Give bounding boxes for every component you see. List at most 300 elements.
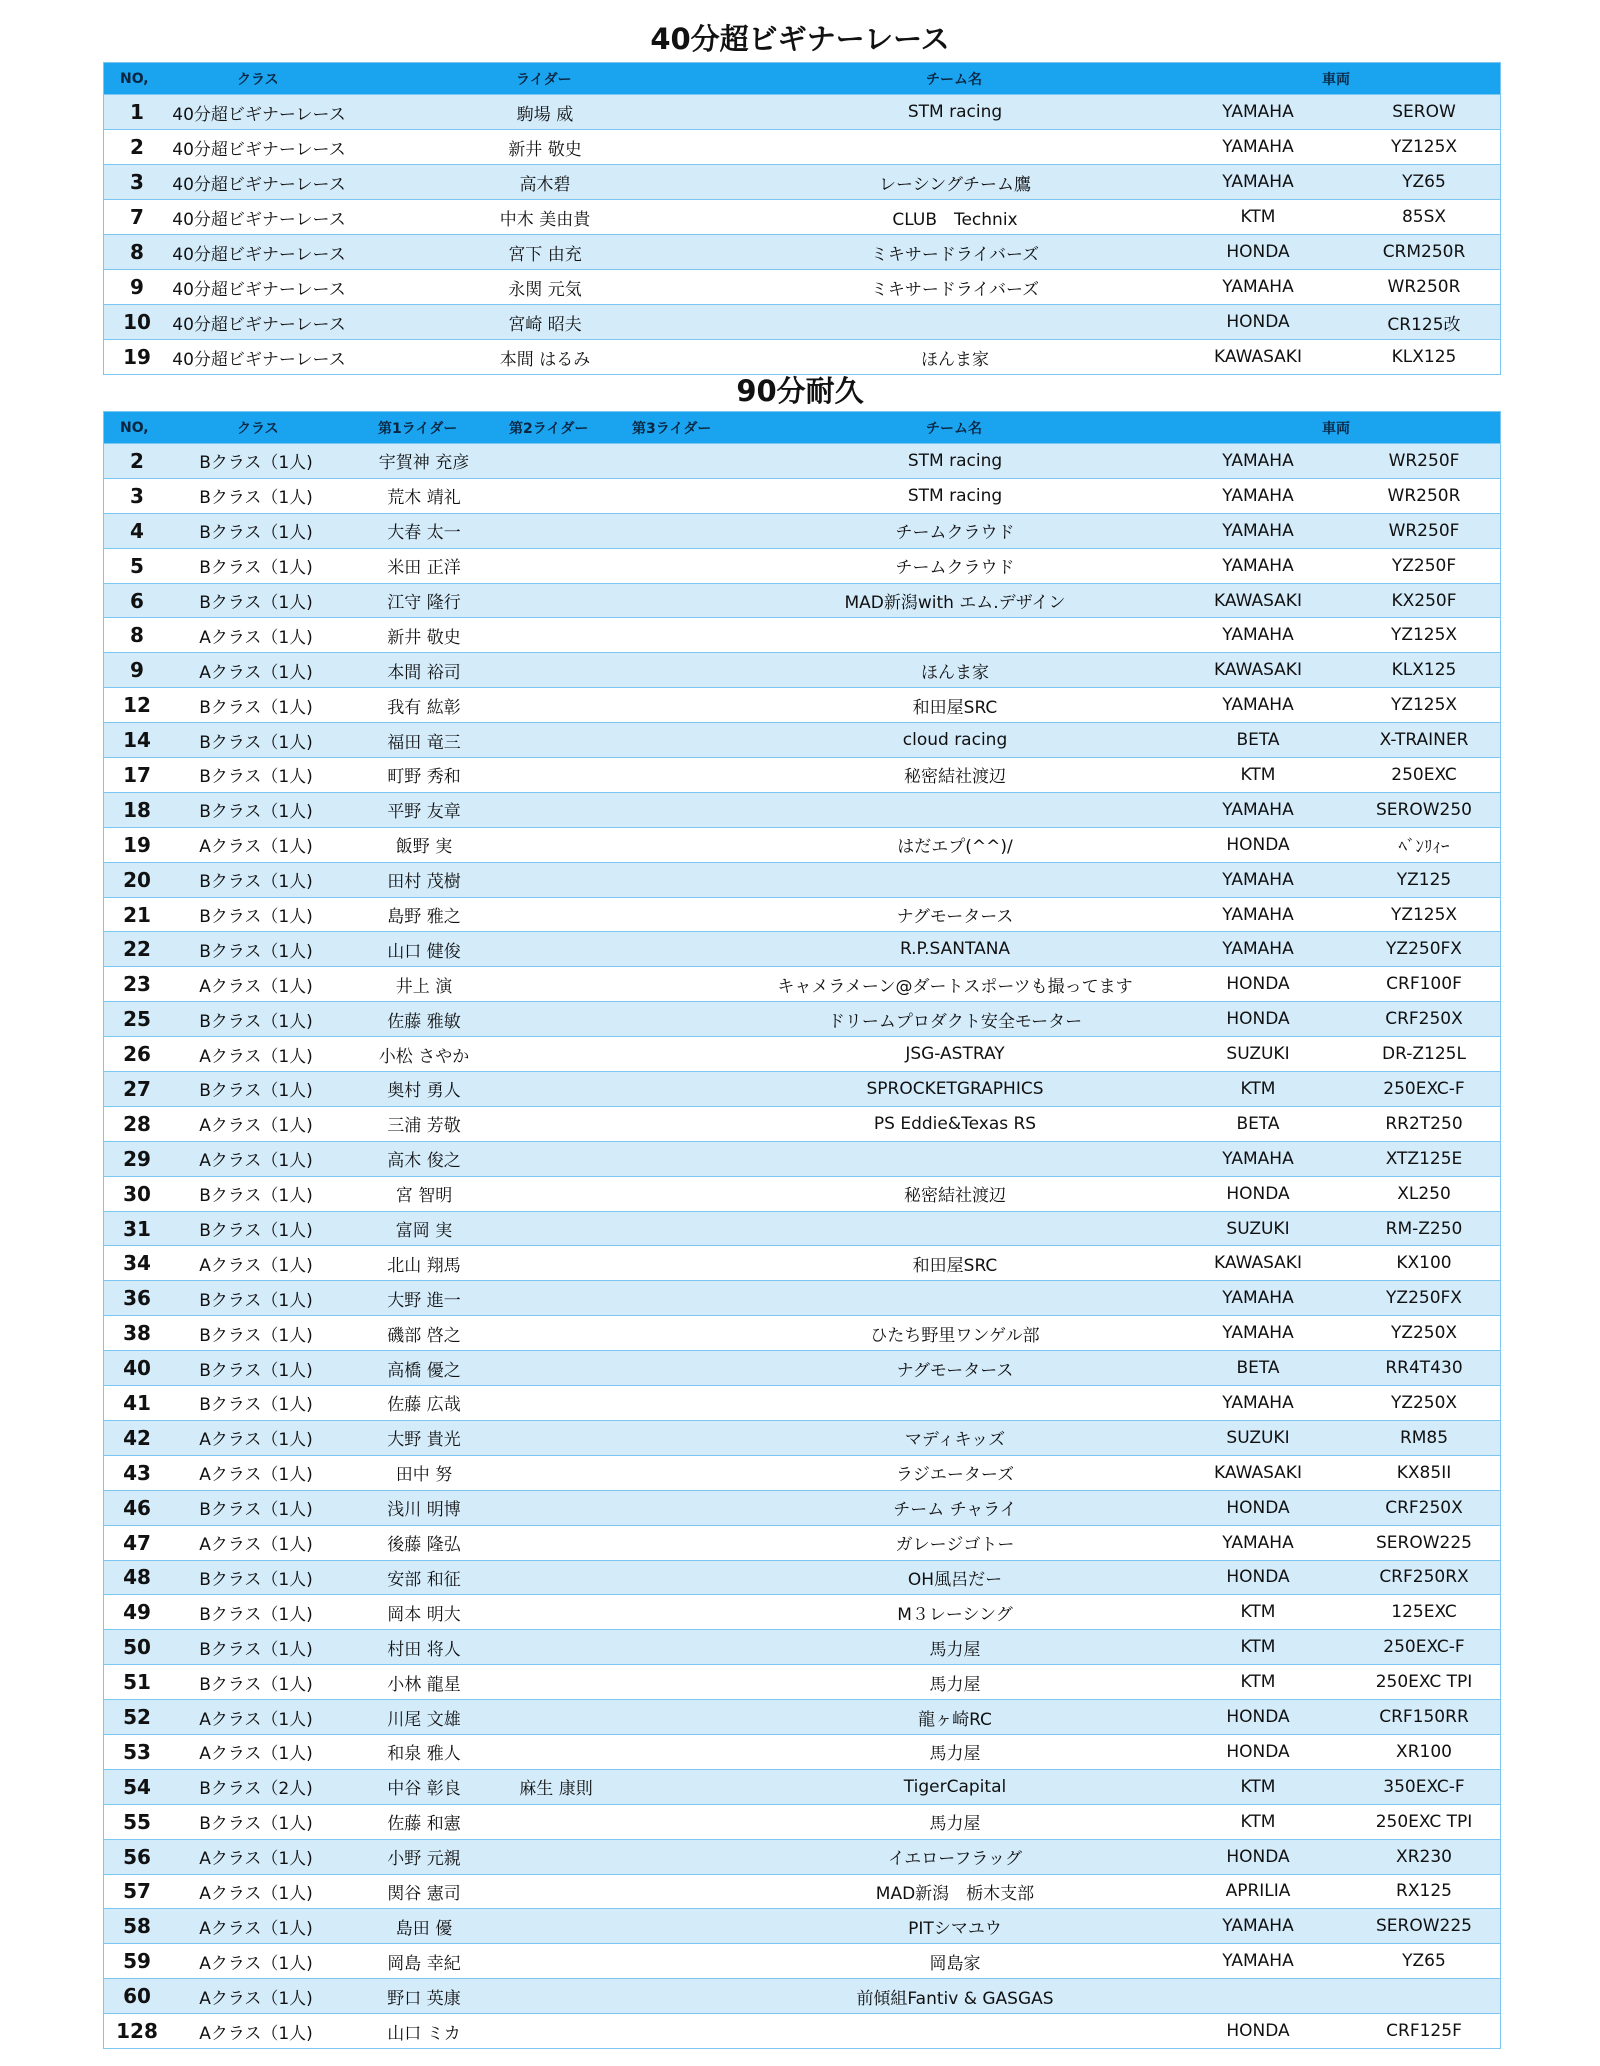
cell-rider: 宮下 由充 — [508, 244, 582, 265]
cell-no: 10 — [123, 310, 151, 334]
cell-no: 27 — [123, 1076, 151, 1101]
cell-maker: KTM — [1240, 1637, 1276, 1658]
cell-class: Bクラス（1人) — [199, 1186, 313, 1207]
cell-maker: KTM — [1240, 764, 1276, 785]
cell-rider: 駒場 威 — [516, 104, 574, 125]
cell-class: Aクラス（1人) — [199, 837, 313, 858]
cell-model: RX125 — [1396, 1881, 1452, 1902]
cell-no: 42 — [123, 1425, 151, 1450]
cell-rider1: 北山 翔馬 — [387, 1255, 461, 1276]
table-row — [103, 340, 1501, 375]
cell-class: Bクラス（2人) — [199, 1779, 313, 1800]
table-row — [103, 758, 1501, 793]
cell-model: XR230 — [1396, 1846, 1452, 1867]
cell-model: 250EXC-F — [1383, 1637, 1465, 1658]
table-row — [103, 549, 1501, 584]
cell-model: YZ125X — [1390, 137, 1458, 157]
cell-maker: KTM — [1240, 1078, 1276, 1099]
cell-maker: HONDA — [1226, 1741, 1290, 1762]
cell-team: OH風呂だー — [907, 1569, 1003, 1590]
cell-team: 和田屋SRC — [912, 1255, 998, 1276]
cell-no: 41 — [123, 1390, 151, 1415]
table-row — [103, 1944, 1501, 1979]
cell-team: チームクラウド — [895, 523, 1015, 544]
cell-model: SEROW250 — [1376, 799, 1472, 820]
cell-model: CRF150RR — [1379, 1707, 1469, 1727]
cell-maker: HONDA — [1226, 242, 1290, 262]
cell-rider1: 岡本 明大 — [387, 1604, 461, 1625]
table-row — [103, 235, 1501, 270]
cell-team: ミキサードライバーズ — [870, 244, 1040, 265]
table-row — [103, 1595, 1501, 1630]
cell-model: 250EXC-F — [1383, 1078, 1465, 1099]
cell-no: 43 — [123, 1460, 151, 1485]
table-row — [103, 1665, 1501, 1700]
cell-no: 2 — [130, 448, 144, 473]
cell-no: 14 — [123, 728, 151, 753]
cell-maker: YAMAHA — [1222, 172, 1294, 192]
cell-no: 6 — [130, 588, 144, 613]
cell-no: 49 — [123, 1600, 151, 1625]
cell-rider1: 島野 雅之 — [387, 907, 461, 928]
cell-maker: APRILIA — [1225, 1881, 1291, 1902]
cell-maker: KAWASAKI — [1214, 660, 1302, 681]
cell-rider: 中木 美由貴 — [499, 209, 591, 230]
cell-no: 19 — [123, 345, 151, 369]
cell-class: Aクラス（1人) — [199, 1151, 313, 1172]
cell-class: Bクラス（1人) — [199, 1325, 313, 1346]
table-row — [103, 1177, 1501, 1212]
header-class: クラス — [237, 71, 279, 88]
cell-rider1: 村田 将人 — [387, 1639, 461, 1660]
cell-rider1: 島田 優 — [395, 1918, 453, 1939]
cell-model: YZ250FX — [1386, 1288, 1462, 1309]
cell-class: Bクラス（1人) — [199, 488, 313, 509]
cell-no: 46 — [123, 1495, 151, 1520]
table-row — [103, 1386, 1501, 1421]
cell-team: STM racing — [907, 450, 1003, 471]
cell-no: 25 — [123, 1007, 151, 1032]
cell-model: WR250F — [1388, 520, 1460, 541]
cell-rider1: 高木 俊之 — [387, 1151, 461, 1172]
cell-class: Aクラス（1人) — [199, 627, 313, 648]
cell-team: PS Eddie&Texas RS — [873, 1113, 1037, 1134]
cell-rider: 本間 はるみ — [499, 349, 591, 370]
cell-rider1: 宇賀神 充彦 — [378, 453, 470, 474]
header-vehicle: 車両 — [1322, 420, 1350, 437]
cell-team: キャメラメーン@ダートスポーツも撮ってます — [777, 976, 1133, 997]
cell-no: 53 — [123, 1739, 151, 1764]
cell-model: X-TRAINER — [1379, 730, 1469, 751]
cell-team: ほんま家 — [921, 349, 989, 370]
cell-model: CRF250X — [1385, 1009, 1463, 1030]
cell-rider1: 本間 裕司 — [387, 662, 461, 683]
table-row — [103, 898, 1501, 933]
cell-team: 龍ヶ崎RC — [918, 1709, 992, 1730]
cell-class: Bクラス（1人) — [199, 1639, 313, 1660]
cell-rider1: 佐藤 雅敏 — [387, 1011, 461, 1032]
cell-model: RR4T430 — [1385, 1358, 1463, 1379]
cell-class: Aクラス（1人) — [199, 976, 313, 997]
cell-rider1: 安部 和征 — [387, 1569, 461, 1590]
header-vehicle: 車両 — [1322, 71, 1350, 88]
table-row — [103, 165, 1501, 200]
cell-class: Aクラス（1人) — [199, 1255, 313, 1276]
table-header — [103, 411, 1501, 444]
cell-rider1: 福田 竜三 — [387, 732, 461, 753]
cell-no: 59 — [123, 1949, 151, 1974]
cell-maker: KTM — [1240, 1672, 1276, 1693]
cell-model: YZ65 — [1402, 172, 1446, 192]
table-row — [103, 95, 1501, 130]
cell-team: 前傾組Fantiv & GASGAS — [856, 1988, 1054, 2009]
cell-rider1: 町野 秀和 — [387, 767, 461, 788]
table-row — [103, 1072, 1501, 1107]
cell-maker: YAMAHA — [1222, 869, 1294, 890]
cell-team: STM racing — [907, 485, 1003, 506]
cell-no: 57 — [123, 1879, 151, 1904]
table-row — [103, 1526, 1501, 1561]
cell-rider: 高木碧 — [519, 174, 571, 195]
cell-class: Bクラス（1人) — [199, 732, 313, 753]
cell-maker: HONDA — [1226, 1497, 1290, 1518]
cell-maker: YAMAHA — [1222, 1288, 1294, 1309]
table-row — [103, 688, 1501, 723]
table-row — [103, 1805, 1501, 1840]
cell-model: YZ65 — [1402, 1951, 1446, 1972]
cell-no: 7 — [130, 205, 144, 229]
cell-team: SPROCKETGRAPHICS — [866, 1078, 1044, 1099]
cell-maker: HONDA — [1226, 1707, 1290, 1727]
cell-class: Aクラス（1人) — [199, 1953, 313, 1974]
cell-team: TigerCapital — [903, 1776, 1007, 1797]
header-team: チーム名 — [926, 420, 982, 437]
cell-class: Bクラス（1人) — [199, 802, 313, 823]
cell-class: Aクラス（1人) — [199, 2023, 313, 2044]
cell-no: 12 — [123, 693, 151, 718]
cell-rider1: 大野 進一 — [387, 1290, 461, 1311]
cell-model: WR250F — [1388, 450, 1460, 471]
cell-maker: KAWASAKI — [1214, 590, 1302, 611]
cell-model: WR250R — [1387, 277, 1461, 297]
cell-no: 19 — [123, 832, 151, 857]
cell-no: 34 — [123, 1251, 151, 1276]
cell-no: 9 — [130, 658, 144, 683]
cell-rider1: 後藤 隆弘 — [387, 1535, 461, 1556]
table-row — [103, 1002, 1501, 1037]
cell-class: Bクラス（1人) — [199, 1604, 313, 1625]
header-no: NO, — [120, 70, 149, 87]
table-header — [103, 62, 1501, 95]
cell-team: 馬力屋 — [929, 1674, 981, 1695]
cell-model: KLX125 — [1391, 347, 1457, 367]
cell-no: 4 — [130, 518, 144, 543]
cell-model: CRF250RX — [1379, 1567, 1469, 1588]
cell-rider1: 井上 演 — [395, 976, 453, 997]
cell-rider1: 三浦 芳敬 — [387, 1116, 461, 1137]
cell-no: 30 — [123, 1181, 151, 1206]
cell-class: 40分超ビギナーレース — [172, 314, 346, 335]
cell-class: Bクラス（1人) — [199, 1360, 313, 1381]
cell-class: Bクラス（1人) — [199, 1500, 313, 1521]
cell-team: M３レーシング — [897, 1604, 1013, 1625]
cell-class: Bクラス（1人) — [199, 1674, 313, 1695]
cell-no: 50 — [123, 1635, 151, 1660]
cell-no: 23 — [123, 972, 151, 997]
cell-team: イエローフラッグ — [887, 1849, 1023, 1870]
cell-no: 40 — [123, 1356, 151, 1381]
cell-no: 128 — [116, 2019, 158, 2044]
cell-class: Aクラス（1人) — [199, 1430, 313, 1451]
cell-team: チームクラウド — [895, 558, 1015, 579]
cell-class: Bクラス（1人) — [199, 453, 313, 474]
cell-class: Bクラス（1人) — [199, 1395, 313, 1416]
cell-class: Aクラス（1人) — [199, 1744, 313, 1765]
cell-class: Bクラス（1人) — [199, 697, 313, 718]
cell-rider1: 山口 健俊 — [387, 941, 461, 962]
cell-class: Bクラス（1人) — [199, 1290, 313, 1311]
cell-class: Bクラス（1人) — [199, 1814, 313, 1835]
table-row — [103, 1212, 1501, 1247]
cell-no: 58 — [123, 1914, 151, 1939]
table-row — [103, 1630, 1501, 1665]
cell-rider1: 川尾 文雄 — [387, 1709, 461, 1730]
cell-model: CRM250R — [1382, 242, 1466, 262]
cell-team: 和田屋SRC — [912, 697, 998, 718]
cell-rider1: 佐藤 広哉 — [387, 1395, 461, 1416]
section-title-endurance: 90分耐久 — [736, 374, 864, 408]
cell-maker: KTM — [1240, 207, 1276, 227]
table-row — [103, 1561, 1501, 1596]
cell-team: 馬力屋 — [929, 1639, 981, 1660]
cell-maker: KAWASAKI — [1214, 1462, 1302, 1483]
cell-rider2: 麻生 康則 — [519, 1779, 593, 1800]
table-row — [103, 1700, 1501, 1735]
cell-model: XL250 — [1397, 1183, 1451, 1204]
cell-maker: YAMAHA — [1222, 1532, 1294, 1553]
cell-team: CLUB Technix — [892, 209, 1018, 230]
cell-team: ナグモータース — [896, 1360, 1014, 1381]
cell-class: 40分超ビギナーレース — [172, 349, 346, 370]
cell-model: XR100 — [1396, 1741, 1452, 1762]
cell-no: 8 — [130, 623, 144, 648]
cell-team: ドリームプロダクト安全モーター — [827, 1011, 1083, 1032]
cell-maker: YAMAHA — [1222, 555, 1294, 576]
cell-no: 28 — [123, 1111, 151, 1136]
cell-team: ラジエーターズ — [895, 1465, 1015, 1486]
cell-model: CRF125F — [1386, 2021, 1462, 2042]
header-rider1: 第1ライダー — [378, 420, 458, 437]
header-no: NO, — [120, 419, 149, 436]
cell-rider1: 中谷 彰良 — [387, 1779, 461, 1800]
cell-model: KLX125 — [1391, 660, 1457, 681]
cell-maker: HONDA — [1226, 1567, 1290, 1588]
cell-class: Aクラス（1人) — [199, 1849, 313, 1870]
table-row — [103, 1037, 1501, 1072]
cell-class: Aクラス（1人) — [199, 1988, 313, 2009]
table-row — [103, 932, 1501, 967]
cell-model: RM-Z250 — [1385, 1218, 1463, 1239]
cell-team: レーシングチーム鷹 — [879, 174, 1031, 195]
cell-no: 51 — [123, 1670, 151, 1695]
table-row — [103, 270, 1501, 305]
cell-rider1: 磯部 啓之 — [387, 1325, 461, 1346]
table-row — [103, 1979, 1501, 2014]
cell-maker: YAMAHA — [1222, 1392, 1294, 1413]
cell-no: 60 — [123, 1984, 151, 2009]
cell-maker: YAMAHA — [1222, 939, 1294, 960]
cell-maker: BETA — [1236, 730, 1280, 751]
header-rider: ライダー — [516, 71, 572, 88]
cell-model: YZ250FX — [1386, 939, 1462, 960]
cell-model: YZ250F — [1391, 555, 1457, 576]
cell-model: WR250R — [1387, 485, 1461, 506]
beginner-race-table — [103, 62, 1501, 375]
table-row — [103, 1735, 1501, 1770]
cell-rider1: 野口 英康 — [387, 1988, 461, 2009]
cell-rider1: 山口 ミカ — [387, 2023, 461, 2044]
cell-class: Aクラス（1人) — [199, 1465, 313, 1486]
cell-class: 40分超ビギナーレース — [172, 279, 346, 300]
cell-model: KX100 — [1396, 1253, 1452, 1274]
cell-no: 3 — [130, 170, 144, 194]
cell-rider: 新井 敬史 — [508, 139, 582, 160]
cell-rider1: 小野 元親 — [387, 1849, 461, 1870]
cell-rider1: 小松 さやか — [378, 1046, 470, 1067]
cell-class: Bクラス（1人) — [199, 558, 313, 579]
cell-no: 38 — [123, 1321, 151, 1346]
cell-maker: SUZUKI — [1226, 1427, 1290, 1448]
cell-maker: KTM — [1240, 1602, 1276, 1623]
cell-team: チーム チャライ — [893, 1500, 1017, 1521]
cell-model: KX250F — [1391, 590, 1457, 611]
cell-team: 秘密結社渡辺 — [904, 1186, 1006, 1207]
cell-maker: YAMAHA — [1222, 1148, 1294, 1169]
cell-class: 40分超ビギナーレース — [172, 139, 346, 160]
table-row — [103, 967, 1501, 1002]
cell-no: 20 — [123, 867, 151, 892]
cell-maker: YAMAHA — [1222, 102, 1294, 122]
cell-class: Bクラス（1人) — [199, 1081, 313, 1102]
cell-maker: KTM — [1240, 1776, 1276, 1797]
cell-maker: YAMAHA — [1222, 137, 1294, 157]
cell-team: ひたち野里ワンゲル部 — [870, 1325, 1040, 1346]
cell-rider: 永関 元気 — [508, 279, 582, 300]
cell-class: Aクラス（1人) — [199, 1116, 313, 1137]
cell-model: KX85II — [1396, 1462, 1452, 1483]
cell-team: MAD新潟 栃木支部 — [875, 1883, 1035, 1904]
table-row — [103, 1107, 1501, 1142]
cell-no: 22 — [123, 937, 151, 962]
cell-maker: YAMAHA — [1222, 904, 1294, 925]
cell-model: RR2T250 — [1385, 1113, 1463, 1134]
header-class: クラス — [237, 420, 279, 437]
cell-team: 岡島家 — [929, 1953, 981, 1974]
cell-rider1: 平野 友章 — [387, 802, 461, 823]
cell-maker: YAMAHA — [1222, 450, 1294, 471]
cell-rider1: 田村 茂樹 — [387, 872, 461, 893]
table-row — [103, 130, 1501, 165]
cell-rider1: 佐藤 和憲 — [387, 1814, 461, 1835]
cell-class: Bクラス（1人) — [199, 767, 313, 788]
cell-class: Aクラス（1人) — [199, 1535, 313, 1556]
header-rider3: 第3ライダー — [632, 420, 712, 437]
cell-class: Aクラス（1人) — [199, 1883, 313, 1904]
cell-maker: HONDA — [1226, 974, 1290, 995]
cell-no: 18 — [123, 797, 151, 822]
cell-maker: SUZUKI — [1226, 1218, 1290, 1239]
cell-maker: YAMAHA — [1222, 485, 1294, 506]
cell-maker: YAMAHA — [1222, 1951, 1294, 1972]
cell-class: Bクラス（1人) — [199, 1569, 313, 1590]
cell-rider1: 米田 正洋 — [387, 558, 461, 579]
cell-team: MAD新潟with エム.デザイン — [844, 593, 1066, 613]
cell-class: Aクラス（1人) — [199, 1918, 313, 1939]
cell-team: STM racing — [907, 102, 1003, 122]
cell-team: マディキッズ — [904, 1430, 1006, 1451]
cell-model: YZ125X — [1390, 695, 1458, 716]
cell-maker: KAWASAKI — [1214, 1253, 1302, 1274]
cell-rider1: 和泉 雅人 — [387, 1744, 461, 1765]
cell-model: YZ250X — [1390, 1392, 1458, 1413]
cell-team: 秘密結社渡辺 — [904, 767, 1006, 788]
cell-rider1: 奥村 勇人 — [387, 1081, 461, 1102]
table-row — [103, 863, 1501, 898]
cell-model: YZ125 — [1396, 869, 1452, 890]
header-rider2: 第2ライダー — [509, 420, 589, 437]
table-row — [103, 1246, 1501, 1281]
cell-class: 40分超ビギナーレース — [172, 104, 346, 125]
cell-rider1: 岡島 幸紀 — [387, 1953, 461, 1974]
cell-model: SEROW225 — [1376, 1532, 1472, 1553]
cell-team: 馬力屋 — [929, 1814, 981, 1835]
cell-no: 21 — [123, 902, 151, 927]
table-row — [103, 1142, 1501, 1177]
cell-rider1: 小林 龍星 — [387, 1674, 461, 1695]
table-row — [103, 793, 1501, 828]
cell-maker: HONDA — [1226, 1009, 1290, 1030]
endurance-table — [103, 411, 1501, 2049]
cell-team: ミキサードライバーズ — [870, 279, 1040, 300]
cell-team: ナグモータース — [896, 907, 1014, 928]
cell-model: RM85 — [1399, 1427, 1449, 1448]
table-row — [103, 305, 1501, 340]
table-row — [103, 2014, 1501, 2049]
cell-no: 5 — [130, 553, 144, 578]
cell-maker: HONDA — [1226, 1183, 1290, 1204]
cell-rider1: 新井 敬史 — [387, 627, 461, 648]
table-row — [103, 1421, 1501, 1456]
cell-no: 55 — [123, 1809, 151, 1834]
cell-maker: KTM — [1240, 1811, 1276, 1832]
cell-team: JSG-ASTRAY — [905, 1044, 1005, 1065]
cell-model: 250EXC TPI — [1375, 1672, 1473, 1693]
cell-rider: 宮崎 昭夫 — [508, 314, 582, 335]
table-row — [103, 618, 1501, 653]
cell-maker: HONDA — [1226, 1846, 1290, 1867]
cell-model: DR-Z125L — [1382, 1044, 1466, 1065]
table-row — [103, 1316, 1501, 1351]
cell-model: ﾍﾞﾝﾘｨｰ — [1398, 837, 1450, 858]
cell-class: 40分超ビギナーレース — [172, 209, 346, 230]
table-row — [103, 479, 1501, 514]
cell-model: 125EXC — [1391, 1602, 1457, 1623]
cell-team: 馬力屋 — [929, 1744, 981, 1765]
cell-rider1: 我有 紘彰 — [387, 697, 461, 718]
table-row — [103, 584, 1501, 619]
cell-model: SEROW225 — [1376, 1916, 1472, 1937]
cell-rider1: 江守 隆行 — [387, 593, 461, 613]
